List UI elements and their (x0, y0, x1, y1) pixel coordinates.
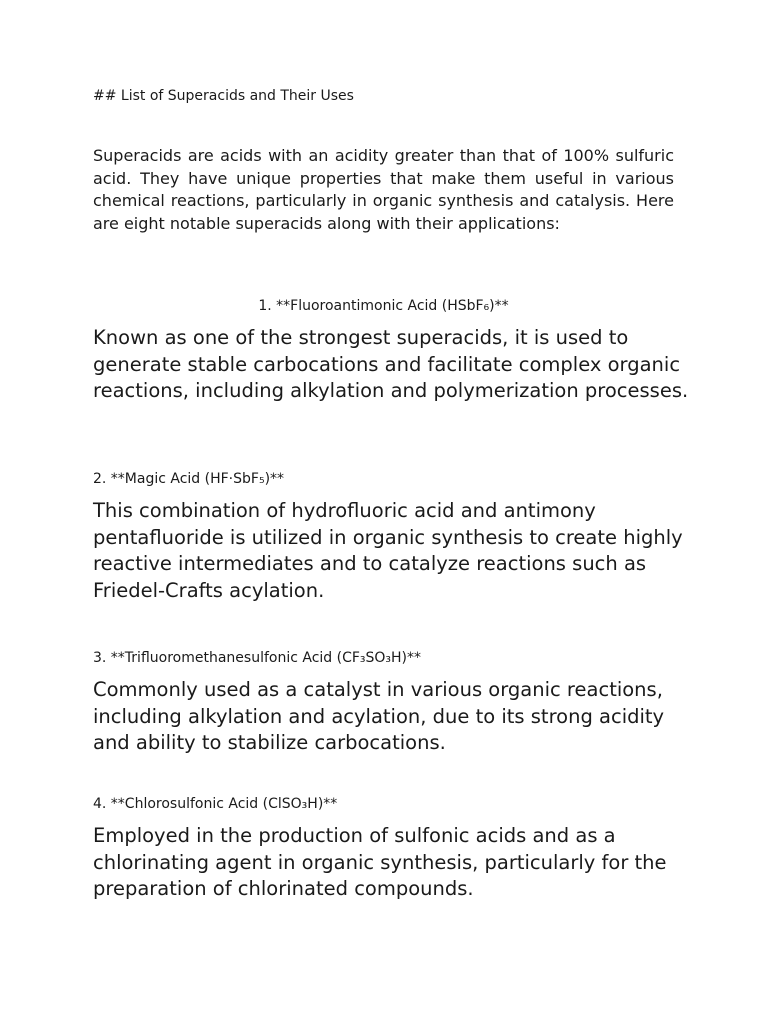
document-heading: ## List of Superacids and Their Uses (93, 88, 354, 104)
item-title-fluoroantimonic-acid: 1. **Fluoroantimonic Acid (HSbF₆)** (258, 298, 509, 314)
item-title-triflic-acid: 3. **Trifluoromethanesulfonic Acid (CF₃SO₃H)** (93, 650, 422, 666)
intro-paragraph: Superacids are acids with an acidity greater than that of 100% sulfuric acid. They have unique properties that make them useful in various chemical reactions, particularly in organic synthesis and catalysis. Here are eight notable superacids along with their applications: (93, 146, 674, 233)
item-description-chlorosulfonic-acid: Employed in the production of sulfonic acids and as a chlorinating agent in organic synthesis, particularly for the preparation of chlorinated compounds. (93, 824, 667, 900)
item-description-fluoroantimonic-acid: Known as one of the strongest superacids, it is used to generate stable carbocations and facilitate complex organic reactions, including alkylation and polymerization processes. (93, 326, 689, 402)
item-description-triflic-acid: Commonly used as a catalyst in various organic reactions, including alkylation and acylation, due to its strong acidity and ability to stabilize carbocations. (93, 678, 665, 754)
item-title-magic-acid: 2. **Magic Acid (HF·SbF₅)** (93, 471, 285, 487)
item-description-magic-acid: This combination of hydrofluoric acid and antimony pentafluoride is utilized in organic synthesis to create highly reactive intermediates and to catalyze reactions such as Friedel-Crafts acylation. (93, 499, 683, 602)
item-title-chlorosulfonic-acid: 4. **Chlorosulfonic Acid (ClSO₃H)** (93, 796, 338, 812)
